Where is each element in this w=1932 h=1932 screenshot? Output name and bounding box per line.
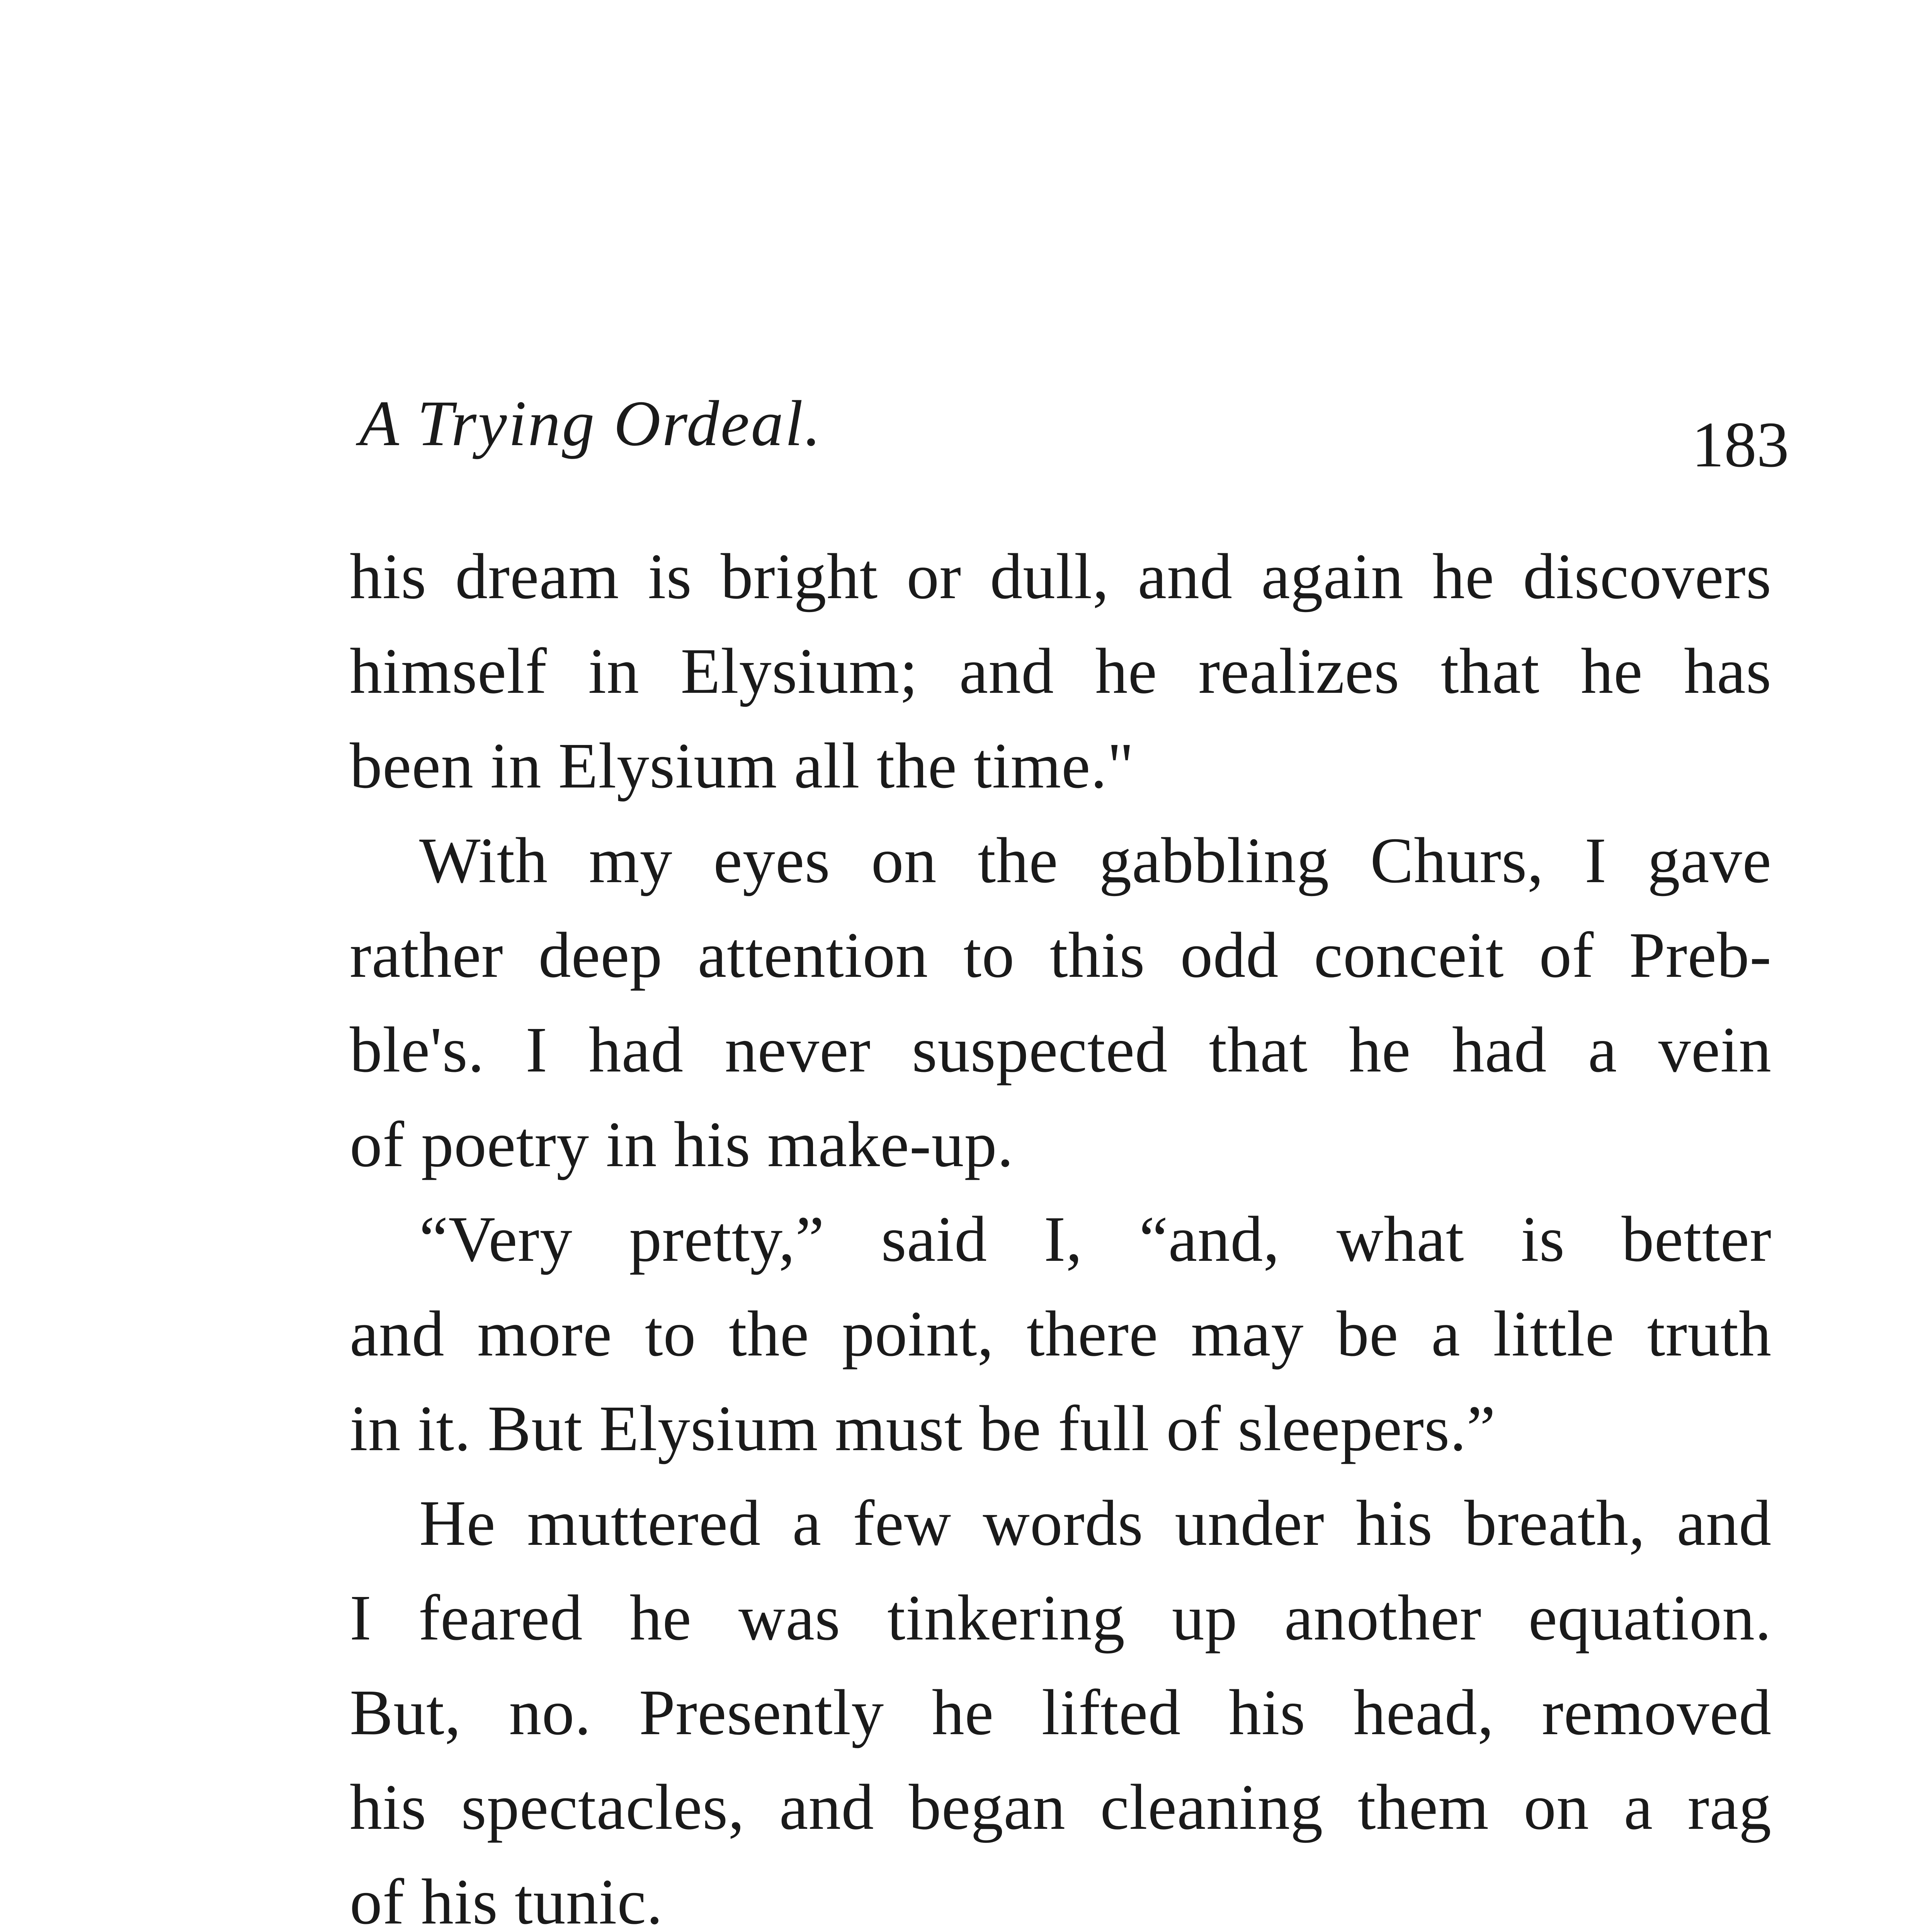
body-text: [350, 529, 1772, 1932]
text-line: been in Elysium all the time.": [350, 730, 1134, 802]
text-line: himself in Elysium; and he realizes that he has: [350, 635, 1772, 707]
text-line: of his tunic.: [350, 1866, 663, 1932]
text-line: and more to the point, there may be a little truth: [350, 1298, 1772, 1370]
paragraph: [350, 813, 1772, 1192]
text-line: “Very pretty,” said I, “and, what is better: [419, 1203, 1772, 1275]
text-line: rather deep attention to this odd conceit of Preb-: [350, 919, 1772, 991]
text-line: ble's. I had never suspected that he had a vein: [350, 1014, 1772, 1086]
running-title: A Trying Ordeal.: [359, 388, 823, 459]
paragraph: [350, 1192, 1772, 1476]
text-line: I feared he was tinkering up another equation.: [350, 1582, 1772, 1654]
text-line: But, no. Presently he lifted his head, removed: [350, 1677, 1772, 1748]
text-line: of poetry in his make-up.: [350, 1109, 1014, 1180]
page-number: 183: [1692, 409, 1789, 481]
text-line: He muttered a few words under his breath, and: [419, 1487, 1772, 1559]
paragraph: [350, 529, 1772, 813]
text-line: his dream is bright or dull, and again he discovers: [350, 541, 1772, 612]
text-line: With my eyes on the gabbling Churs, I gave: [419, 825, 1772, 896]
running-head: [359, 386, 1789, 487]
text-line: in it. But Elysium must be full of sleepers.”: [350, 1393, 1496, 1464]
text-line: his spectacles, and began cleaning them on a rag: [350, 1771, 1772, 1843]
paragraph: [350, 1476, 1772, 1932]
